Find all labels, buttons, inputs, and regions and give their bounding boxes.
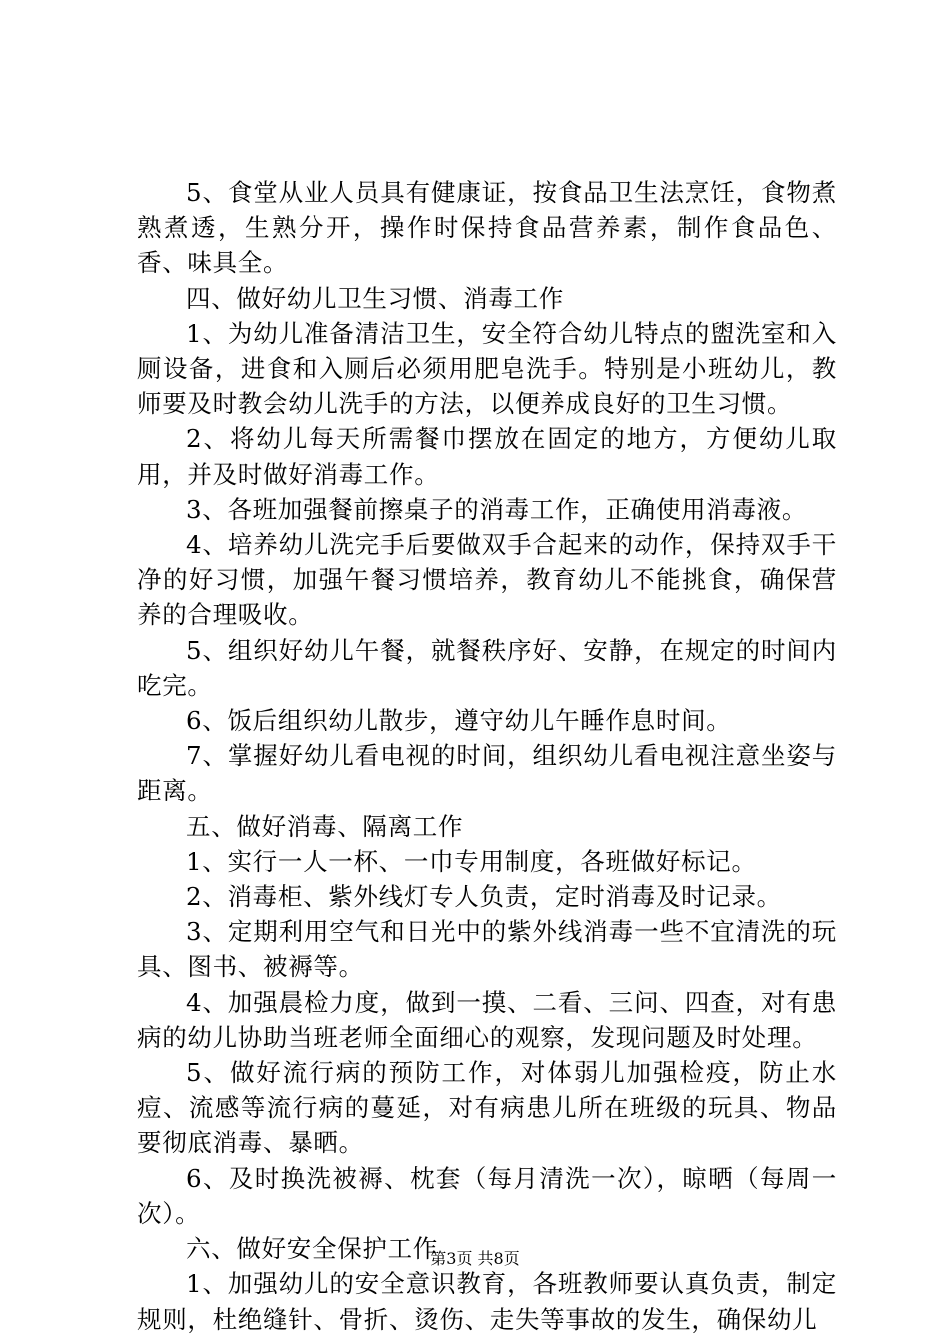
paragraph-uv-lamp: 2、消毒柜、紫外线灯专人负责，定时消毒及时记录。	[186, 882, 782, 912]
paragraph-table-disinfection: 3、各班加强餐前擦桌子的消毒工作，正确使用消毒液。	[186, 494, 808, 524]
paragraph-epidemic: 5、做好流行病的预防工作，对体弱儿加强检疫，防止水痘、流感等流行病的蔓延，对有病患儿所在班级的玩具、物品要彻底消毒、暴晒。	[137, 1058, 837, 1158]
paragraph-handwashing: 4、培养幼儿洗完手后要做双手合起来的动作，保持双手干净的好习惯，加强午餐习惯培养，教育幼儿不能挑食，确保营养的合理吸收。	[137, 530, 837, 630]
section-heading-hygiene: 四、做好幼儿卫生习惯、消毒工作	[186, 283, 564, 313]
paragraph-canteen-staff: 5、食堂从业人员具有健康证，按食品卫生法烹饪，食物煮熟煮透，生熟分开，操作时保持食品营养素，制作食品色、香、味具全。	[137, 178, 837, 278]
paragraph-walk-nap: 6、饭后组织幼儿散步，遵守幼儿午睡作息时间。	[186, 706, 732, 736]
document-body	[137, 175, 837, 1337]
paragraph-napkins: 2、将幼儿每天所需餐巾摆放在固定的地方，方便幼儿取用，并及时做好消毒工作。	[137, 424, 837, 489]
paragraph-safety-education: 1、加强幼儿的安全意识教育，各班教师要认真负责，制定规则，杜绝缝针、骨折、烫伤、走失等事故的发生，确保幼儿	[137, 1269, 837, 1334]
paragraph-washroom: 1、为幼儿准备清洁卫生，安全符合幼儿特点的盥洗室和入厕设备，进食和入厕后必须用肥皂洗手。特别是小班幼儿，教师要及时教会幼儿洗手的方法，以便养成良好的卫生习惯。	[137, 318, 837, 419]
paragraph-morning-check: 4、加强晨检力度，做到一摸、二看、三问、四查，对有患病的幼儿协助当班老师全面细心的观察，发现问题及时处理。	[137, 987, 837, 1052]
paragraph-cups-towels: 1、实行一人一杯、一巾专用制度，各班做好标记。	[186, 846, 757, 876]
section-heading-disinfection: 五、做好消毒、隔离工作	[186, 811, 464, 841]
page-number: 第3页 共8页	[430, 1249, 520, 1268]
paragraph-sunlight: 3、定期利用空气和日光中的紫外线消毒一些不宜清洗的玩具、图书、被褥等。	[137, 917, 837, 982]
paragraph-tv: 7、掌握好幼儿看电视的时间，组织幼儿看电视注意坐姿与距离。	[137, 741, 837, 806]
paragraph-lunch: 5、组织好幼儿午餐，就餐秩序好、安静，在规定的时间内吃完。	[137, 635, 837, 700]
paragraph-bedding: 6、及时换洗被褥、枕套（每月清洗一次），晾晒（每周一次）。	[137, 1163, 837, 1228]
section-heading-safety: 六、做好安全保护工作	[186, 1234, 438, 1264]
